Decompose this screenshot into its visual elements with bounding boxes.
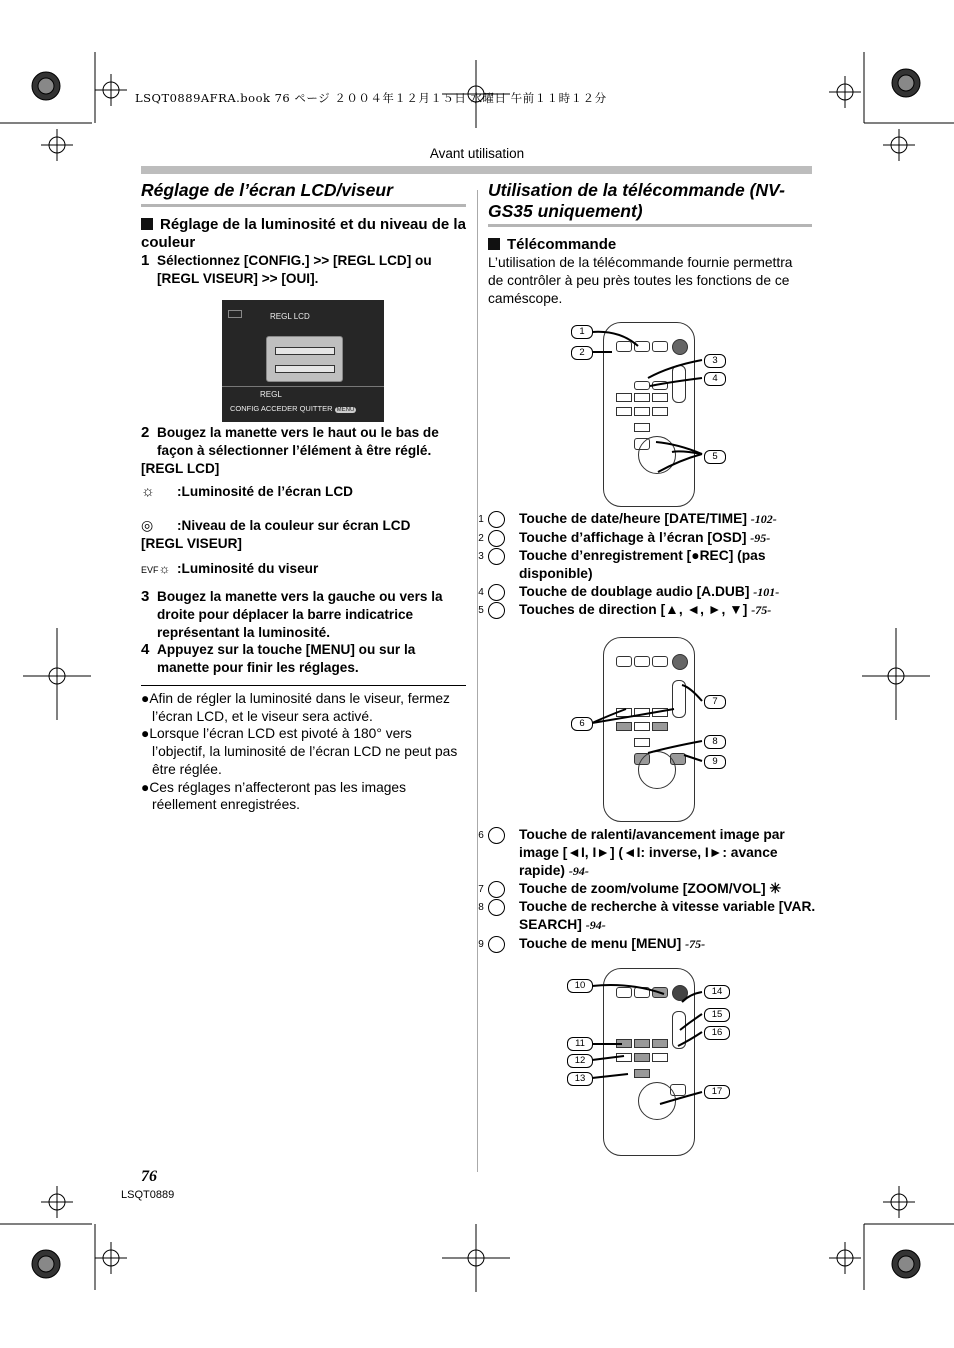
right-title-rule [488, 224, 812, 227]
callout-5: 5 [704, 450, 726, 464]
legend-item-6: 6 Touche de ralenti/avancement image par image [◄I, I►] (◄I: inverse, I►: avance rapide) -94- [478, 827, 785, 878]
legend-item-8: 8 Touche de recherche à vitesse variable [VAR. SEARCH] -94- [478, 899, 816, 932]
color-level-row: ◎ :Niveau de la couleur sur écran LCD [REGL VISEUR] [141, 517, 411, 551]
legend-item-4: 4 Touche de doublage audio [A.DUB] -101- [478, 583, 780, 599]
header-bar [141, 166, 812, 174]
step-4: 4 Appuyez sur la touche [MENU] ou sur la manette pour finir les réglages. [141, 641, 416, 675]
evf-sun-icon: EVF☼ [141, 561, 171, 576]
note-item: ●Afin de régler la luminosité dans le viseur, fermez l’écran LCD, et le viseur sera activé. [141, 691, 450, 724]
left-title-rule [141, 204, 466, 207]
legend-item-3: 3 Touche d’enregistrement [●REC] (pas disponible) [478, 548, 766, 581]
lcd-menu-screenshot [222, 300, 384, 422]
step-3: 3 Bougez la manette vers la gauche ou vers la droite pour déplacer la barre indicatrice représentant la luminosité. [141, 588, 443, 640]
callout-11: 11 [567, 1037, 593, 1051]
lcd-menu-title: REGL LCD [270, 312, 310, 321]
page-number: 76 [141, 1168, 157, 1185]
legend-item-5: 5 Touches de direction [▲, ◄, ►, ▼] -75- [478, 602, 772, 617]
callout-1: 1 [571, 325, 593, 339]
column-divider [477, 190, 478, 1172]
left-title: Réglage de l’écran LCD/viseur [141, 180, 393, 200]
sun-icon: ☼ [141, 483, 155, 500]
brightness-evf-row: EVF☼ :Luminosité du viseur [141, 560, 466, 579]
step-2: 2 Bougez la manette vers le haut ou le bas de façon à sélectionner l’élément à être réglé. [REGL LCD] [141, 424, 439, 476]
callout-13: 13 [567, 1072, 593, 1086]
step-1: 1 Sélectionnez [CONFIG.] >> [REGL LCD] ou [REGL VISEUR] >> [OUI]. [141, 252, 432, 286]
legend-item-7: 7 Touche de zoom/volume [ZOOM/VOL] ✳ [478, 881, 781, 896]
callout-6: 6 [571, 717, 593, 731]
callout-15: 15 [704, 1008, 730, 1022]
right-title: Utilisation de la télécommande (NV-GS35 uniquement) [488, 180, 785, 221]
callout-17: 17 [704, 1085, 730, 1099]
legend-item-1: 1 Touche de date/heure [DATE/TIME] -102- [478, 511, 777, 526]
left-subhead: Réglage de la luminosité et du niveau de la couleur [141, 216, 466, 251]
note-item: ●Ces réglages n’affecteront pas les images réellement enregistrées. [141, 779, 406, 813]
legend-list-a [478, 510, 818, 620]
color-circle-icon: ◎ [141, 517, 154, 533]
lcd-regl-label: REGL [260, 390, 282, 399]
callout-8: 8 [704, 735, 726, 749]
notes-rule [141, 685, 466, 686]
notes-list [141, 690, 466, 814]
legend-item-9: 9 Touche de menu [MENU] -75- [478, 935, 706, 951]
legend-item-2: 2 Touche d’affichage à l’écran [OSD] -95- [478, 529, 771, 545]
callout-2: 2 [571, 346, 593, 360]
legend-list-b [478, 826, 818, 953]
camera-icon [228, 310, 242, 318]
square-bullet-icon [141, 218, 153, 230]
right-subhead: Télécommande [488, 236, 812, 254]
section-header: Avant utilisation [429, 146, 525, 161]
callout-14: 14 [704, 985, 730, 999]
callout-3: 3 [704, 354, 726, 368]
callout-12: 12 [567, 1054, 593, 1068]
print-file-header: LSQT0889AFRA.book 76 ページ ２００４年１２月１５日 水曜日 午前１１時１２分 [135, 91, 607, 105]
brightness-lcd-row: ☼ :Luminosité de l’écran LCD [141, 483, 353, 500]
callout-16: 16 [704, 1026, 730, 1040]
lcd-adjust-panel [266, 336, 343, 382]
right-intro: L’utilisation de la télécommande fournie permettra de contrôler à peu près toutes les fonctions de ce caméscope. [488, 255, 793, 306]
square-bullet-icon [488, 238, 500, 250]
callout-10: 10 [567, 979, 593, 993]
callout-9: 9 [704, 755, 726, 769]
callout-7: 7 [704, 695, 726, 709]
document-code: LSQT0889 [121, 1189, 175, 1201]
callout-4: 4 [704, 372, 726, 386]
note-item: ●Lorsque l’écran LCD est pivoté à 180° vers l’objectif, la luminosité de l’écran LCD ne peut pas être réglée. [141, 726, 458, 777]
lcd-bottom-guide: CONFIG ACCEDER QUITTER MENU [230, 404, 355, 413]
